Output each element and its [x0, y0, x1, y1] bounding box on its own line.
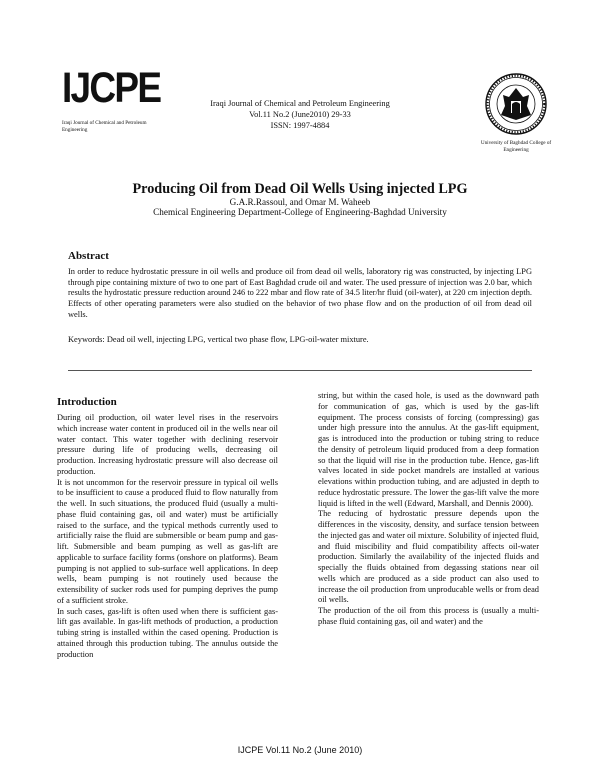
seal-caption: University of Baghdad College of Engineering	[480, 140, 552, 153]
volume-line: Vol.11 No.2 (June2010) 29-33	[249, 110, 351, 119]
left-column	[57, 413, 278, 660]
journal-info	[150, 98, 450, 131]
paper-affiliation: Chemical Engineering Department-College of Engineering-Baghdad University	[153, 207, 447, 217]
paper-title: Producing Oil from Dead Oil Wells Using injected LPG	[132, 181, 468, 197]
abstract-heading: Abstract	[68, 250, 109, 262]
introduction-heading: Introduction	[57, 396, 117, 408]
abstract-text: In order to reduce hydrostatic pressure in oil wells and produce oil from dead oil wells, laboratory rig was constructed, by injecting LPG through pipe containing mixture of two to one part of East Baghdad crude oil and water. The used pressure of injection was 2.0 bar, which results the hydrostatic pressure reduction around 246 to 222 mbar and flow rate of 34.5 liter/hr fluid (oil-water), at 220 cm injection depth. Effects of other operating parameters were also studied on the behavior of two phase flow and on the production of oil from dead oil wells.	[68, 267, 532, 319]
keywords: Keywords: Dead oil well, injecting LPG, vertical two phase flow, LPG-oil-water mixture.	[68, 335, 369, 344]
paper-authors: G.A.R.Rassoul, and Omar M. Waheeb	[229, 197, 371, 207]
right-column	[318, 391, 539, 628]
page-footer: IJCPE Vol.11 No.2 (June 2010)	[237, 745, 363, 755]
paragraph: string, but within the cased hole, is used as the downward path for communication of gas, which is used by the gas-lift equipment. The process consists of forcing (compressing) gas under high pressure into the annulus. At the gas-lift equipment, gas is introduced into the production or tubing string to reduce the density of petroleum liquid produced from a deep formation so that the liquid will rise in the production tube. Hence, gas-lift valves located in side pocket mandrels are installed at various elevations within production tubing, and are adjusted in depth to reduce hydrostatic pressure. The lower the gas-lift valve the more liquid is lifted in the well (Edward, Marshall, and Dennis 2000).	[318, 391, 539, 508]
journal-logo	[62, 64, 161, 133]
section-divider	[68, 370, 532, 371]
logo-subtitle: Iraqi Journal of Chemical and Petroleum Engineering	[62, 120, 147, 133]
paragraph: In such cases, gas-lift is often used when there is sufficient gas-lift gas available. In gas-lift methods of production, a production tubing string is installed within the cased opening. Production is attained through this production tubing. The annulus outside the production	[57, 606, 278, 659]
paragraph: The reducing of hydrostatic pressure depends upon the differences in the viscosity, density, and surface tension between the injected gas and water oil mixture. Solubility of injected fluid, and fluid miscibility and fluid compatibility affects oil-water production. Similarly the availability of the injected fluids and specially the fluids obtained from degassing stations near oil wells which are produced as a side product can also used to increase the oil production from unproducable wells or from dead oil wells.	[318, 509, 539, 605]
issn: ISSN: 1997-4884	[270, 121, 330, 130]
paragraph: During oil production, oil water level rises in the reservoirs which increase water content in produced oil in the wells near oil water contact. This water together with declining reservoir pressure during life of producing wells, decreasing oil production. Increasing hydrostatic pressure will also decrease oil production.	[57, 413, 278, 476]
paragraph: The production of the oil from this process is (usually a multi-phase fluid containing gas, oil and water) and the	[318, 606, 539, 626]
university-seal-icon	[485, 73, 547, 135]
paragraph: It is not uncommon for the reservoir pressure in typical oil wells to be insufficient to cause a produced fluid to flow naturally from the well. In such situations, the produced fluid (usually a multi-phase fluid containing gas, oil and water) must be artificially raised to the surface, and the typical methods currently used to artificially raise the fluid are submersible or beam pump and gas-lift. Submersible and beam pumping as well as gas-lift are applicable to surface facility forms (onshore on platforms). Beam pumping is not applied to sub-surface well applications. In deep wells, beam pumping is not routinely used because the extensibility of sucker rods used for pumping deprives the pump of a sufficient stroke.	[57, 477, 278, 605]
logo-mark: IJCPE	[62, 64, 161, 112]
journal-name: Iraqi Journal of Chemical and Petroleum Engineering	[210, 99, 390, 108]
